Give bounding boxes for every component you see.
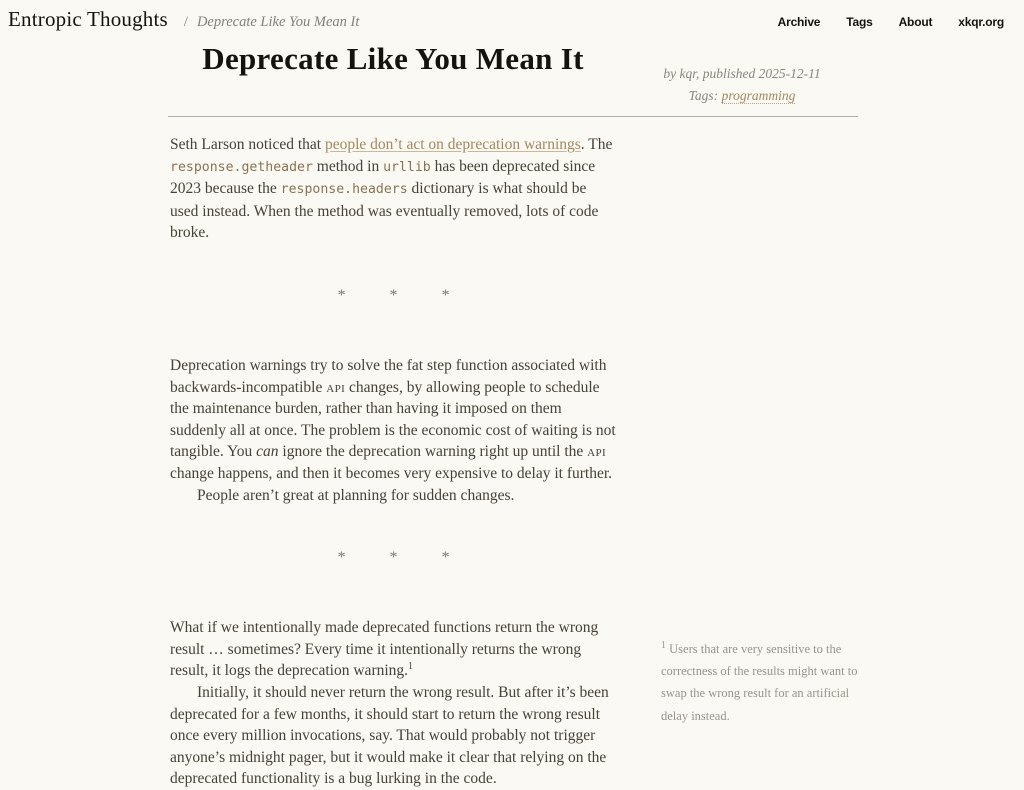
inline-code: response.headers [280, 182, 408, 198]
nav-link-xkqrorg[interactable]: xkqr.org [958, 15, 1004, 29]
inline-link[interactable]: people don’t act on deprecation warnings [324, 136, 581, 153]
site-header [0, 0, 1024, 32]
emphasis: can [256, 443, 279, 461]
paragraph: People aren’t great at planning for sudden changes. [197, 486, 515, 504]
breadcrumb-page-title: Deprecate Like You Mean It [196, 14, 360, 30]
small-caps-acronym: api [587, 443, 607, 461]
inline-code: response.getheader [170, 159, 313, 175]
byline [630, 63, 854, 107]
title-rule [168, 116, 858, 117]
article-body [170, 134, 617, 790]
byline-author-date: by kqr, published 2025-12-11 [663, 66, 821, 81]
small-caps-acronym: api [326, 378, 346, 396]
article [0, 134, 1024, 790]
breadcrumb-separator: / [183, 14, 188, 30]
paragraph: What if we intentionally made deprecated functions return the wrong result … sometimes? Every time it intentionally returns the wrong result, it logs the deprecation warning.$^1$ [170, 619, 599, 680]
footnote-ref: 1 [408, 661, 414, 673]
byline-tags [630, 85, 854, 107]
paragraph: Deprecation warnings try to solve the fat step function associated with backwards-incompatible api changes, by allowing people to schedule the maintenance burden, rather than having it imposed on them suddenly all at once. The problem is the economic cost of waiting is not tangible. You can ignore the deprecation warning right up until the api change happens, and then it becomes very expensive to delay it further. [170, 356, 616, 482]
section-separator: * * * [337, 286, 450, 304]
tag-link-programming[interactable]: programming [721, 88, 796, 103]
sidenote: $^1$ Users that are very sensitive to the correctness of the results might want to swap the wrong result for an artificial delay instead. [661, 639, 858, 723]
nav [778, 15, 1012, 29]
nav-link-about[interactable]: About [898, 15, 933, 29]
footnote-ref: 1 [661, 639, 666, 651]
inline-code: urllib [383, 159, 431, 175]
paragraph: Seth Larson noticed that people don’t act on deprecation warnings. The response.getheader method in urllib has been deprecated since 2023 because the response.headers dictionary is what should be used instead. When the method was eventually removed, lots of code broke. [170, 136, 613, 242]
title-row [0, 38, 1024, 103]
section-separator: * * * [337, 549, 450, 567]
tags-label: Tags: [688, 88, 719, 103]
paragraph: Initially, it should never return the wrong result. But after it’s been deprecated for a few months, it should start to return the wrong result once every million invocations, say. That would probably not trigger anyone’s midnight pager, but it would make it clear that relying on the deprecated functionality is a bug lurking in the code. [170, 683, 609, 788]
nav-link-archive[interactable]: Archive [777, 15, 821, 29]
nav-link-tags[interactable]: Tags [846, 15, 873, 29]
breadcrumb [184, 14, 359, 31]
page-title: Deprecate Like You Mean It [202, 41, 584, 76]
site-logo[interactable]: Entropic Thoughts [8, 7, 168, 31]
